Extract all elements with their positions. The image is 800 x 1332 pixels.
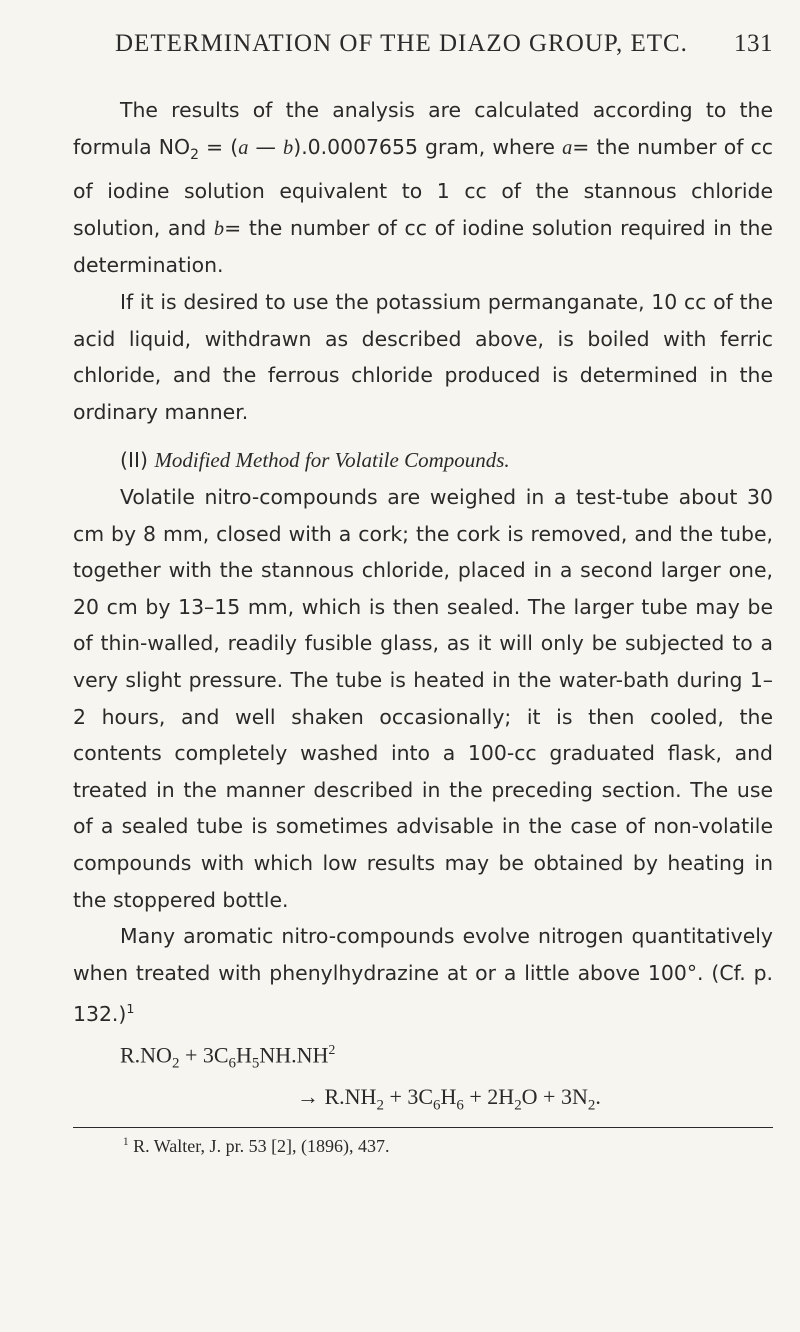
- subscript: 2: [171, 1055, 180, 1072]
- subscript: 2: [190, 146, 199, 163]
- eq-part: + 3C: [179, 1042, 229, 1068]
- text-run: = the number of cc of iodine solution required in the determination.: [73, 215, 773, 278]
- section-heading: [73, 442, 773, 479]
- subscript: 6: [433, 1097, 441, 1114]
- eq-part: NH.NH: [259, 1042, 329, 1068]
- equation-line-2: [297, 1080, 773, 1122]
- footnote-divider: [73, 1127, 773, 1128]
- text-run: ).0.0007655 gram, where: [293, 134, 563, 159]
- eq-part: + 3C: [383, 1084, 434, 1110]
- variable-a: a: [238, 136, 249, 159]
- equation-line-1: [120, 1033, 773, 1081]
- eq-part: .: [595, 1084, 601, 1110]
- page-number: 131: [734, 30, 773, 57]
- subscript: 6: [456, 1097, 464, 1114]
- footnote-text: R. Walter, J. pr. 53 [2], (1896), 437.: [128, 1135, 390, 1156]
- footnote-marker: 1: [126, 1001, 135, 1017]
- running-header: [73, 30, 773, 58]
- page-body: [73, 92, 773, 1033]
- book-page: [73, 30, 773, 1158]
- subscript: 2: [587, 1097, 596, 1114]
- paragraph-volatile: Volatile nitro-compounds are weighed in a test-tube about 30 cm by 8 mm, closed with a cork; the cork is removed, and the tube, together with the stannous chloride, placed in a second larger one, 20 cm by 13–15 mm, which is then sealed. The larger tube may be of thin-walled, readily fusible glass, as it will only be subjected to a very slight pressure. The tube is heated in the water-bath during 1–2 hours, and well shaken occasionally; it is then cooled, the contents completely washed into a 100-cc graduated flask, and treated in the manner described in the preceding section. The use of a sealed tube is sometimes advisable in the case of non-volatile compounds with which low results may be obtained by heating in the stoppered bottle.: [73, 485, 773, 912]
- subscript: 5: [251, 1055, 260, 1072]
- running-title: DETERMINATION OF THE DIAZO GROUP, ETC.: [115, 30, 688, 57]
- subscript: 2: [376, 1097, 384, 1114]
- eq-part: → R.NH: [297, 1084, 377, 1110]
- footnote: [123, 1130, 773, 1158]
- text-run: = (: [198, 134, 239, 159]
- eq-part: H: [236, 1042, 252, 1068]
- text-run: The results of the analysis are calculated according to the formula NO: [73, 98, 773, 159]
- eq-part: + 2H: [463, 1084, 515, 1110]
- superscript: 2: [328, 1041, 336, 1057]
- eq-part: H: [440, 1084, 457, 1110]
- eq-part: R.NO: [120, 1042, 172, 1068]
- text-run: —: [248, 134, 284, 159]
- section-number: (II): [120, 448, 148, 473]
- variable-a: a: [562, 136, 573, 159]
- variable-b: b: [283, 136, 294, 159]
- section-title: Modified Method for Volatile Compounds.: [154, 448, 510, 473]
- eq-part: O + 3N: [521, 1084, 588, 1110]
- subscript: 2: [514, 1097, 522, 1114]
- paragraph-formula: [73, 92, 773, 284]
- paragraph-permanganate: If it is desired to use the potassium permanganate, 10 cc of the acid liquid, withdrawn as described above, is boiled with ferric chloride, and the ferrous chloride produced is determined in the ordinary manner.: [73, 290, 773, 424]
- paragraph-aromatic: [73, 918, 773, 1033]
- subscript: 6: [228, 1055, 237, 1072]
- text-run: Many aromatic nitro-compounds evolve nitrogen quantitatively when treated with phenylhydrazine at or a little above 100°. (Cf. p. 132.): [73, 924, 773, 1027]
- footnote-number: 1: [123, 1135, 129, 1148]
- variable-b: b: [213, 217, 225, 240]
- text-run: = the number of cc of iodine solution equivalent to 1 cc of the stannous chloride solution, and: [73, 134, 773, 240]
